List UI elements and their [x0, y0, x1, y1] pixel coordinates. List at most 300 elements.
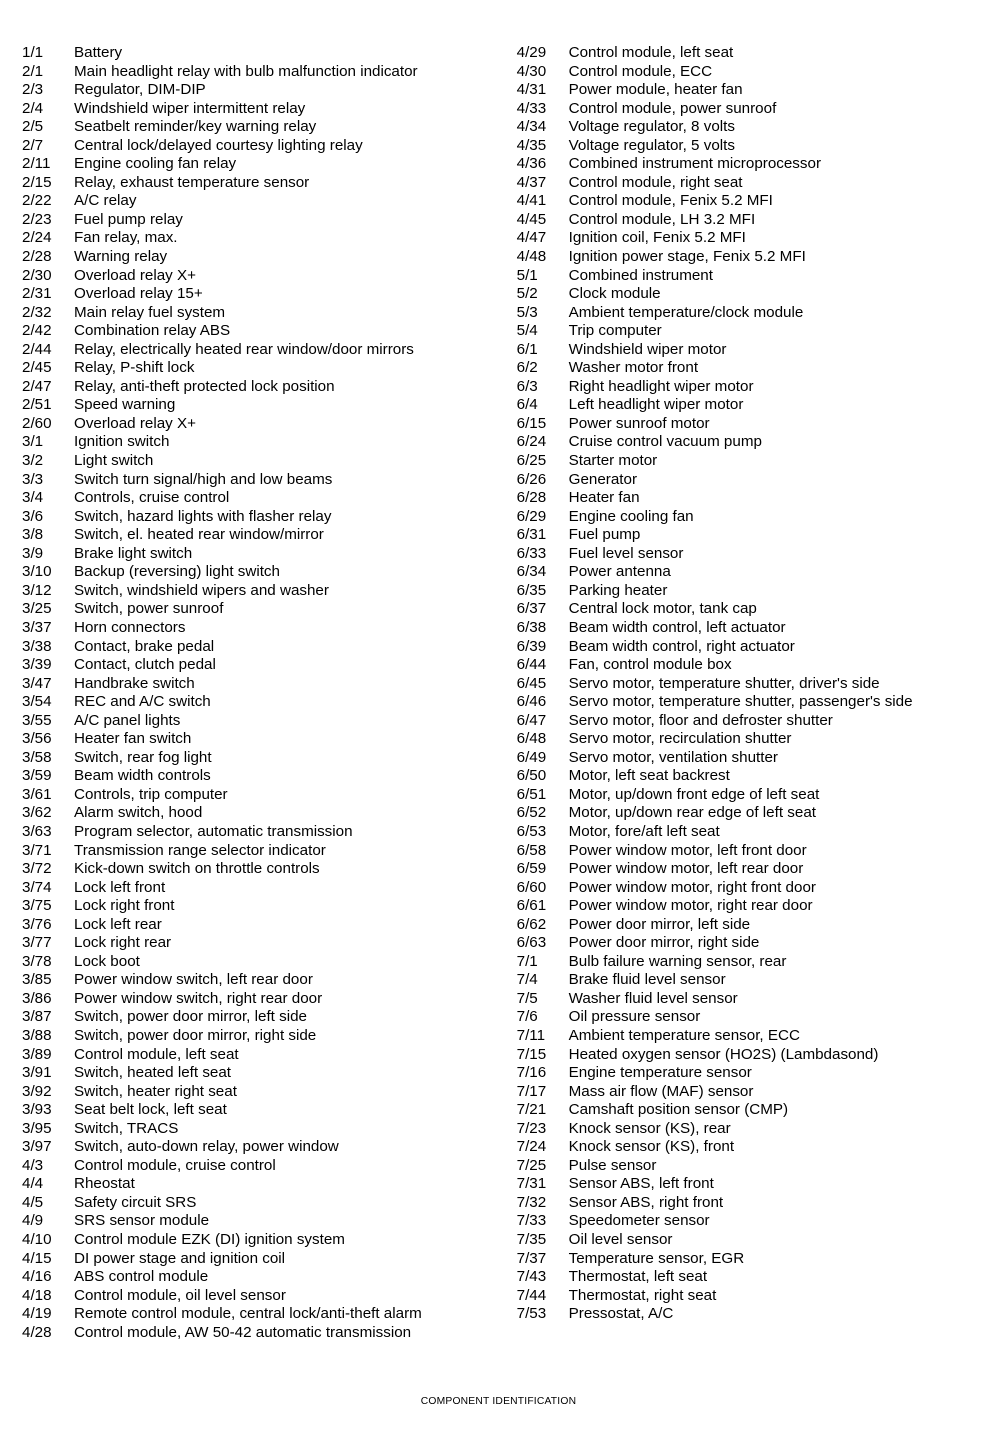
component-description: SRS sensor module	[74, 1212, 210, 1230]
component-entry	[22, 229, 517, 248]
component-description: Beam width control, left actuator	[568, 618, 786, 636]
component-entry	[517, 229, 975, 248]
component-entry	[517, 1046, 975, 1065]
component-description: Heater fan	[568, 489, 640, 507]
component-entry	[517, 211, 975, 230]
component-description: Starter motor	[568, 452, 658, 470]
component-description: Control module, ECC	[568, 62, 713, 80]
component-entry	[517, 118, 975, 137]
component-entry	[22, 879, 517, 898]
component-description: Lock left front	[74, 878, 166, 896]
component-code: 7/4	[516, 971, 538, 989]
component-entry	[517, 1212, 975, 1231]
component-description: Regulator, DIM-DIP	[74, 81, 206, 99]
component-description: Switch, power sunroof	[74, 600, 224, 618]
component-code: 2/23	[22, 210, 52, 228]
component-code: 6/59	[516, 860, 547, 878]
component-description: Switch, auto-down relay, power window	[74, 1138, 339, 1156]
component-description: Relay, exhaust temperature sensor	[74, 173, 310, 191]
component-entry	[22, 656, 517, 675]
component-code: 2/11	[22, 155, 51, 173]
component-description: Power window motor, right rear door	[568, 897, 813, 915]
component-entry	[22, 1008, 517, 1027]
component-entry	[517, 545, 975, 564]
component-entry	[517, 1008, 975, 1027]
component-description: Cruise control vacuum pump	[568, 433, 762, 451]
component-description: Ignition power stage, Fenix 5.2 MFI	[568, 248, 806, 266]
component-code: 3/6	[22, 507, 44, 525]
component-description: Parking heater	[568, 581, 668, 599]
component-entry	[22, 1027, 517, 1046]
component-code: 3/10	[22, 563, 52, 581]
component-description: Program selector, automatic transmission	[74, 822, 353, 840]
component-description: Washer fluid level sensor	[568, 989, 738, 1007]
component-entry	[22, 990, 517, 1009]
component-code: 6/29	[516, 507, 547, 525]
component-code: 6/62	[516, 915, 547, 933]
component-entry	[22, 1324, 517, 1343]
component-code: 3/87	[22, 1008, 52, 1026]
component-entry	[22, 471, 517, 490]
component-description: Seatbelt reminder/key warning relay	[74, 118, 317, 136]
component-entry	[517, 804, 975, 823]
component-entry	[22, 638, 517, 657]
component-code: 5/3	[516, 303, 538, 321]
component-code: 7/53	[516, 1305, 547, 1323]
component-code: 6/61	[516, 897, 547, 915]
component-description: Central lock/delayed courtesy lighting relay	[74, 136, 363, 154]
component-code: 3/74	[22, 878, 52, 896]
component-code: 2/45	[22, 359, 52, 377]
component-description: Power antenna	[568, 563, 671, 581]
component-entry	[517, 767, 975, 786]
component-description: Safety circuit SRS	[74, 1193, 197, 1211]
component-description: Warning relay	[74, 248, 168, 266]
component-code: 2/60	[22, 414, 52, 432]
component-code: 4/19	[22, 1305, 52, 1323]
component-entry	[517, 155, 975, 174]
component-entry	[517, 1157, 975, 1176]
component-code: 3/93	[22, 1101, 52, 1119]
component-description: Power door mirror, right side	[568, 934, 760, 952]
component-code: 4/31	[516, 81, 547, 99]
component-code: 3/92	[22, 1082, 52, 1100]
component-code: 3/62	[22, 804, 52, 822]
component-code: 4/29	[516, 44, 547, 61]
component-entry	[22, 396, 517, 415]
component-description: Control module, Fenix 5.2 MFI	[568, 192, 773, 210]
component-code: 6/15	[516, 414, 547, 432]
component-entry	[22, 619, 517, 638]
component-entry	[22, 1250, 517, 1269]
component-entry	[517, 304, 975, 323]
component-entry	[22, 452, 517, 471]
component-description: Rheostat	[74, 1175, 135, 1193]
component-code: 7/44	[516, 1286, 547, 1304]
component-code: 3/4	[22, 489, 44, 507]
component-code: 3/91	[22, 1064, 52, 1082]
component-code: 6/3	[516, 377, 538, 395]
component-code: 4/35	[516, 136, 547, 154]
component-description: Temperature sensor, EGR	[568, 1249, 745, 1267]
component-code: 2/47	[22, 377, 52, 395]
component-description: Fuel pump relay	[74, 210, 183, 228]
component-code: 6/31	[516, 526, 547, 544]
component-description: Power module, heater fan	[568, 81, 743, 99]
component-entry	[517, 285, 975, 304]
component-description: Switch, hazard lights with flasher relay	[74, 507, 332, 525]
component-description: Power window switch, right rear door	[74, 989, 323, 1007]
component-entry	[22, 267, 517, 286]
component-description: Sensor ABS, right front	[568, 1193, 724, 1211]
component-code: 3/1	[22, 433, 44, 451]
component-code: 7/43	[516, 1268, 547, 1286]
component-entry	[22, 934, 517, 953]
component-description: Heater fan switch	[74, 730, 192, 748]
component-description: Relay, anti-theft protected lock position	[74, 377, 335, 395]
component-description: Power window motor, right front door	[568, 878, 816, 896]
component-description: Oil level sensor	[568, 1231, 673, 1248]
component-description: Clock module	[568, 285, 661, 303]
component-entry	[22, 44, 517, 63]
component-description: Relay, electrically heated rear window/door mirrors	[74, 340, 414, 358]
component-code: 5/4	[516, 322, 538, 340]
component-entry	[517, 433, 975, 452]
component-description: Power window motor, left front door	[568, 841, 807, 859]
component-entry	[22, 81, 517, 100]
component-description: Speed warning	[74, 396, 176, 414]
component-entry	[22, 600, 517, 619]
component-description: Overload relay X+	[74, 266, 196, 284]
component-code: 5/1	[516, 266, 538, 284]
component-entry	[517, 359, 975, 378]
component-description: Light switch	[74, 452, 154, 470]
component-code: 6/33	[516, 544, 547, 562]
component-entry	[22, 1064, 517, 1083]
component-entry	[517, 1287, 975, 1306]
component-entry	[22, 378, 517, 397]
component-entry	[22, 322, 517, 341]
component-description: Ignition coil, Fenix 5.2 MFI	[568, 229, 746, 247]
component-entry	[517, 656, 975, 675]
component-code: 3/97	[22, 1138, 52, 1156]
component-description: Servo motor, recirculation shutter	[568, 730, 792, 748]
component-description: Pressostat, A/C	[568, 1305, 674, 1323]
component-code: 4/33	[516, 99, 547, 117]
component-description: Handbrake switch	[74, 674, 195, 692]
component-code: 7/17	[516, 1082, 547, 1100]
component-entry	[22, 749, 517, 768]
component-list-left-column	[22, 44, 517, 1342]
component-code: 4/41	[516, 192, 547, 210]
component-code: 4/10	[22, 1231, 52, 1248]
component-description: Contact, brake pedal	[74, 637, 215, 655]
component-code: 6/37	[516, 600, 547, 618]
component-description: Engine cooling fan relay	[74, 155, 237, 173]
component-entry	[22, 1101, 517, 1120]
component-list-columns	[22, 44, 975, 1342]
component-code: 3/37	[22, 618, 52, 636]
component-entry	[517, 1138, 975, 1157]
component-code: 3/58	[22, 748, 52, 766]
component-entry	[22, 916, 517, 935]
component-entry	[22, 211, 517, 230]
component-description: Ambient temperature/clock module	[568, 303, 804, 321]
component-code: 7/21	[516, 1101, 547, 1119]
component-description: Main relay fuel system	[74, 303, 226, 321]
component-entry	[22, 823, 517, 842]
component-code: 2/44	[22, 340, 52, 358]
component-entry	[22, 1046, 517, 1065]
component-code: 2/22	[22, 192, 52, 210]
component-code: 6/26	[516, 470, 547, 488]
component-entry	[22, 415, 517, 434]
component-code: 7/25	[516, 1156, 547, 1174]
component-code: 2/15	[22, 173, 52, 191]
component-code: 6/49	[516, 748, 547, 766]
component-description: Beam width control, right actuator	[568, 637, 795, 655]
component-description: Control module, power sunroof	[568, 99, 777, 117]
component-code: 6/25	[516, 452, 547, 470]
component-description: Fuel pump	[568, 526, 641, 544]
component-code: 6/2	[516, 359, 538, 377]
component-code: 4/37	[516, 173, 547, 191]
component-description: Control module, left seat	[74, 1045, 239, 1063]
component-description: Generator	[568, 470, 638, 488]
component-description: Contact, clutch pedal	[74, 656, 216, 674]
component-code: 6/53	[516, 822, 547, 840]
component-description: A/C relay	[74, 192, 137, 210]
component-description: Central lock motor, tank cap	[568, 600, 757, 618]
component-entry	[22, 953, 517, 972]
component-description: Relay, P-shift lock	[74, 359, 195, 377]
component-description: Ambient temperature sensor, ECC	[568, 1026, 800, 1044]
component-code: 6/39	[516, 637, 547, 655]
component-description: Control module, oil level sensor	[74, 1286, 286, 1304]
component-entry	[22, 545, 517, 564]
component-entry	[517, 471, 975, 490]
component-code: 4/3	[22, 1156, 44, 1174]
component-description: Voltage regulator, 5 volts	[568, 136, 735, 154]
component-description: Left headlight wiper motor	[568, 396, 744, 414]
component-code: 7/31	[516, 1175, 547, 1193]
component-code: 3/95	[22, 1119, 52, 1137]
component-code: 6/35	[516, 581, 547, 599]
component-entry	[517, 526, 975, 545]
component-description: Fan relay, max.	[74, 229, 178, 247]
component-entry	[22, 971, 517, 990]
component-code: 3/71	[22, 841, 52, 859]
component-code: 3/54	[22, 693, 52, 711]
component-entry	[22, 100, 517, 119]
component-description: Switch, el. heated rear window/mirror	[74, 526, 324, 544]
component-entry	[22, 1305, 517, 1324]
component-code: 4/45	[516, 210, 547, 228]
component-entry	[22, 433, 517, 452]
component-code: 4/4	[22, 1175, 44, 1193]
component-entry	[517, 137, 975, 156]
component-description: Sensor ABS, left front	[568, 1175, 714, 1193]
component-code: 6/52	[516, 804, 547, 822]
component-entry	[517, 600, 975, 619]
component-entry	[22, 248, 517, 267]
component-entry	[22, 804, 517, 823]
component-description: Fuel level sensor	[568, 544, 684, 562]
component-entry	[517, 1250, 975, 1269]
component-code: 3/78	[22, 952, 52, 970]
component-code: 4/9	[22, 1212, 44, 1230]
component-entry	[517, 489, 975, 508]
component-code: 2/32	[22, 303, 52, 321]
component-description: Switch, power door mirror, right side	[74, 1026, 317, 1044]
component-code: 4/28	[22, 1323, 52, 1341]
component-entry	[517, 953, 975, 972]
component-description: Servo motor, temperature shutter, driver's side	[568, 674, 880, 692]
component-code: 6/51	[516, 785, 547, 803]
component-entry	[517, 81, 975, 100]
component-code: 7/33	[516, 1212, 547, 1230]
component-code: 3/8	[22, 526, 44, 544]
component-description: Switch, heated left seat	[74, 1064, 232, 1082]
component-description: Ignition switch	[74, 433, 170, 451]
component-description: Power door mirror, left side	[568, 915, 751, 933]
component-code: 4/5	[22, 1193, 44, 1211]
component-entry	[517, 248, 975, 267]
component-code: 2/3	[22, 81, 44, 99]
component-description: Remote control module, central lock/anti-theft alarm	[74, 1305, 422, 1323]
component-description: Motor, up/down front edge of left seat	[568, 785, 820, 803]
component-code: 4/30	[516, 62, 547, 80]
component-entry	[517, 712, 975, 731]
component-entry	[22, 285, 517, 304]
component-description: Servo motor, floor and defroster shutter	[568, 711, 833, 729]
component-code: 7/6	[516, 1008, 538, 1026]
component-entry	[22, 137, 517, 156]
component-entry	[22, 1138, 517, 1157]
component-entry	[517, 693, 975, 712]
component-code: 6/4	[516, 396, 538, 414]
component-description: DI power stage and ignition coil	[74, 1249, 286, 1267]
component-entry	[517, 1268, 975, 1287]
component-description: Switch, power door mirror, left side	[74, 1008, 307, 1026]
component-code: 7/1	[516, 952, 538, 970]
component-description: Combination relay ABS	[74, 322, 231, 340]
component-code: 7/35	[516, 1231, 547, 1248]
component-description: Heated oxygen sensor (HO2S) (Lambdasond)	[568, 1045, 879, 1063]
component-description: Servo motor, temperature shutter, passenger's side	[568, 693, 913, 711]
component-description: Knock sensor (KS), rear	[568, 1119, 731, 1137]
component-entry	[517, 508, 975, 527]
component-entry	[22, 1268, 517, 1287]
component-description: Lock right front	[74, 897, 175, 915]
component-description: Trip computer	[568, 322, 662, 340]
component-description: Lock left rear	[74, 915, 162, 933]
component-entry	[22, 359, 517, 378]
component-entry	[517, 990, 975, 1009]
component-code: 7/16	[516, 1064, 547, 1082]
component-code: 7/37	[516, 1249, 547, 1267]
component-code: 3/76	[22, 915, 52, 933]
component-code: 3/55	[22, 711, 52, 729]
component-entry	[22, 192, 517, 211]
component-description: Combined instrument	[568, 266, 713, 284]
component-entry	[517, 1120, 975, 1139]
component-description: Kick-down switch on throttle controls	[74, 860, 320, 878]
component-entry	[517, 786, 975, 805]
component-code: 6/48	[516, 730, 547, 748]
component-entry	[517, 582, 975, 601]
component-code: 4/15	[22, 1249, 52, 1267]
component-entry	[517, 1194, 975, 1213]
component-description: Combined instrument microprocessor	[568, 155, 821, 173]
component-entry	[517, 174, 975, 193]
component-entry	[22, 1231, 517, 1250]
component-entry	[517, 341, 975, 360]
component-code: 4/48	[516, 248, 547, 266]
component-description: Thermostat, right seat	[568, 1286, 717, 1304]
component-entry	[22, 1212, 517, 1231]
component-description: Voltage regulator, 8 volts	[568, 118, 735, 136]
component-code: 6/63	[516, 934, 547, 952]
component-entry	[22, 860, 517, 879]
component-description: Overload relay X+	[74, 414, 196, 432]
component-code: 6/46	[516, 693, 547, 711]
component-description: Engine temperature sensor	[568, 1064, 752, 1082]
component-entry	[517, 879, 975, 898]
component-entry	[22, 1175, 517, 1194]
component-description: Battery	[74, 44, 123, 61]
component-description: Switch, windshield wipers and washer	[74, 581, 329, 599]
component-entry	[22, 63, 517, 82]
component-entry	[517, 63, 975, 82]
component-entry	[517, 415, 975, 434]
component-entry	[22, 767, 517, 786]
component-description: Horn connectors	[74, 618, 186, 636]
component-code: 3/2	[22, 452, 44, 470]
component-description: Control module, AW 50-42 automatic transmission	[74, 1323, 412, 1341]
component-entry	[22, 174, 517, 193]
component-entry	[517, 1305, 975, 1324]
component-code: 7/32	[516, 1193, 547, 1211]
component-description: Washer motor front	[568, 359, 699, 377]
component-entry	[517, 916, 975, 935]
component-description: Servo motor, ventilation shutter	[568, 748, 778, 766]
component-entry	[22, 526, 517, 545]
component-description: Pulse sensor	[568, 1156, 657, 1174]
component-description: Main headlight relay with bulb malfunction indicator	[74, 62, 418, 80]
component-description: Motor, fore/aft left seat	[568, 822, 720, 840]
component-code: 3/86	[22, 989, 52, 1007]
component-code: 7/15	[516, 1045, 547, 1063]
component-entry	[22, 1194, 517, 1213]
component-code: 3/39	[22, 656, 52, 674]
component-code: 3/63	[22, 822, 52, 840]
component-entry	[517, 1231, 975, 1250]
component-description: Control module EZK (DI) ignition system	[74, 1231, 345, 1248]
component-entry	[517, 100, 975, 119]
component-code: 4/34	[516, 118, 547, 136]
component-code: 7/11	[516, 1026, 546, 1044]
component-code: 6/50	[516, 767, 547, 785]
component-code: 2/42	[22, 322, 52, 340]
component-entry	[517, 1027, 975, 1046]
component-entry	[22, 155, 517, 174]
component-code: 2/24	[22, 229, 52, 247]
component-description: Speedometer sensor	[568, 1212, 710, 1230]
component-description: Control module, LH 3.2 MFI	[568, 210, 756, 228]
component-description: Beam width controls	[74, 767, 211, 785]
component-entry	[517, 267, 975, 286]
